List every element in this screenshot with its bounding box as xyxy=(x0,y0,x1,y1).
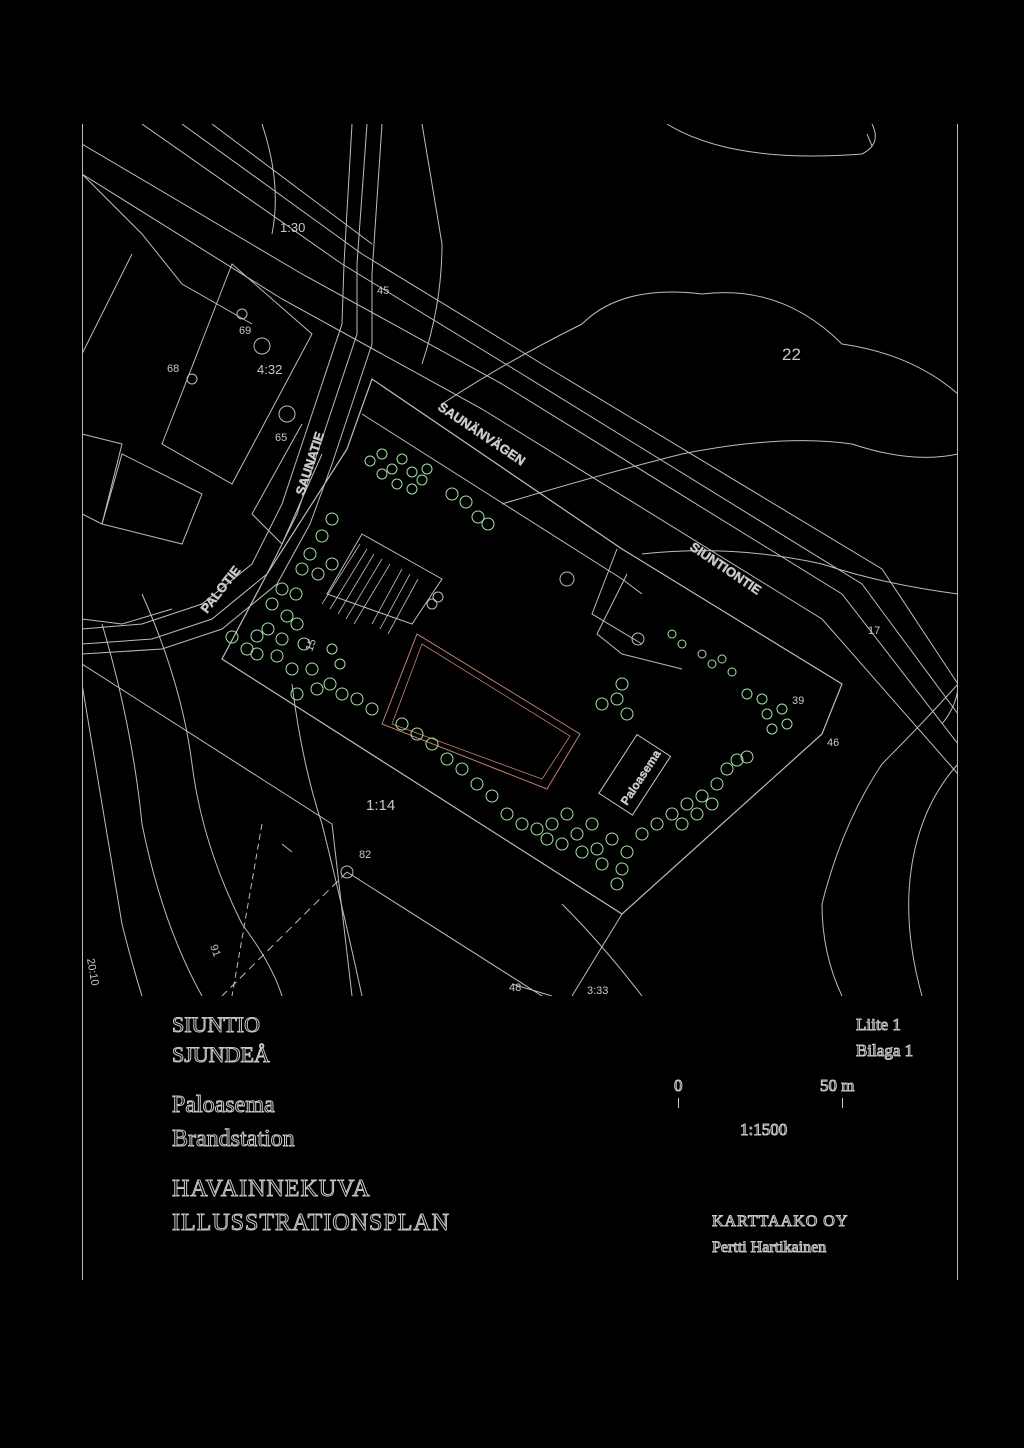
street-label-saunatie xyxy=(293,430,328,497)
parcel-label: 46 xyxy=(827,737,840,749)
parcel-label: 20:10 xyxy=(84,957,101,987)
municipality-fi: SIUNTIO xyxy=(172,1012,260,1037)
svg-text:Paloasema: Paloasema xyxy=(617,747,664,808)
street-label-saunanvagen xyxy=(435,399,528,468)
parcel-label: 39 xyxy=(792,695,805,707)
svg-text:SAUNATIE: SAUNATIE xyxy=(292,430,328,497)
parcel-label: 68 xyxy=(167,363,180,375)
svg-text:PALOTIE: PALOTIE xyxy=(197,562,244,616)
parcel-label: 3:33 xyxy=(587,985,609,996)
plan-type-fi: HAVAINNEKUVA xyxy=(172,1176,371,1202)
svg-text:SIUNTIONTIE: SIUNTIONTIE xyxy=(687,539,764,598)
parcel-label: 17 xyxy=(868,625,881,637)
parcel-label: 4:32 xyxy=(257,362,283,377)
subject-fi: Paloasema xyxy=(172,1092,275,1118)
parcel-label: 1:30 xyxy=(280,220,306,235)
subject-sv: Brandstation xyxy=(172,1126,295,1152)
parcel-label: 15 xyxy=(303,637,320,654)
scale-bar-start: 0 xyxy=(674,1076,683,1095)
parcel-label: 91 xyxy=(207,942,223,959)
svg-text:SAUNÄNVÄGEN: SAUNÄNVÄGEN xyxy=(435,399,529,469)
attachment-sv: Bilaga 1 xyxy=(856,1041,914,1060)
company-name: KARTTAAKO OY xyxy=(712,1213,849,1230)
parcel-label: 69 xyxy=(239,325,252,337)
plan-type-sv: ILLUSSTRATIONSPLAN xyxy=(172,1210,451,1236)
parcel-label: 65 xyxy=(275,432,288,444)
site-plan-map[interactable] xyxy=(82,124,958,996)
street-label-palotie xyxy=(198,563,244,616)
parcel-label: 82 xyxy=(359,849,372,861)
scale-bar-end: 50 m xyxy=(820,1076,855,1095)
parcel-label: 22 xyxy=(782,345,801,364)
parcel-label: 45 xyxy=(377,285,390,297)
scale-bar xyxy=(678,1098,843,1108)
attachment-fi: Liite 1 xyxy=(856,1015,901,1034)
author-name: Pertti Hartikainen xyxy=(712,1239,827,1256)
street-label-siuntiontie xyxy=(687,539,764,598)
scale-ratio: 1:1500 xyxy=(740,1120,788,1139)
municipality-sv: SJUNDEÅ xyxy=(172,1042,270,1067)
parcel-label: 1:14 xyxy=(366,797,396,814)
parcel-label: 48 xyxy=(509,982,522,994)
